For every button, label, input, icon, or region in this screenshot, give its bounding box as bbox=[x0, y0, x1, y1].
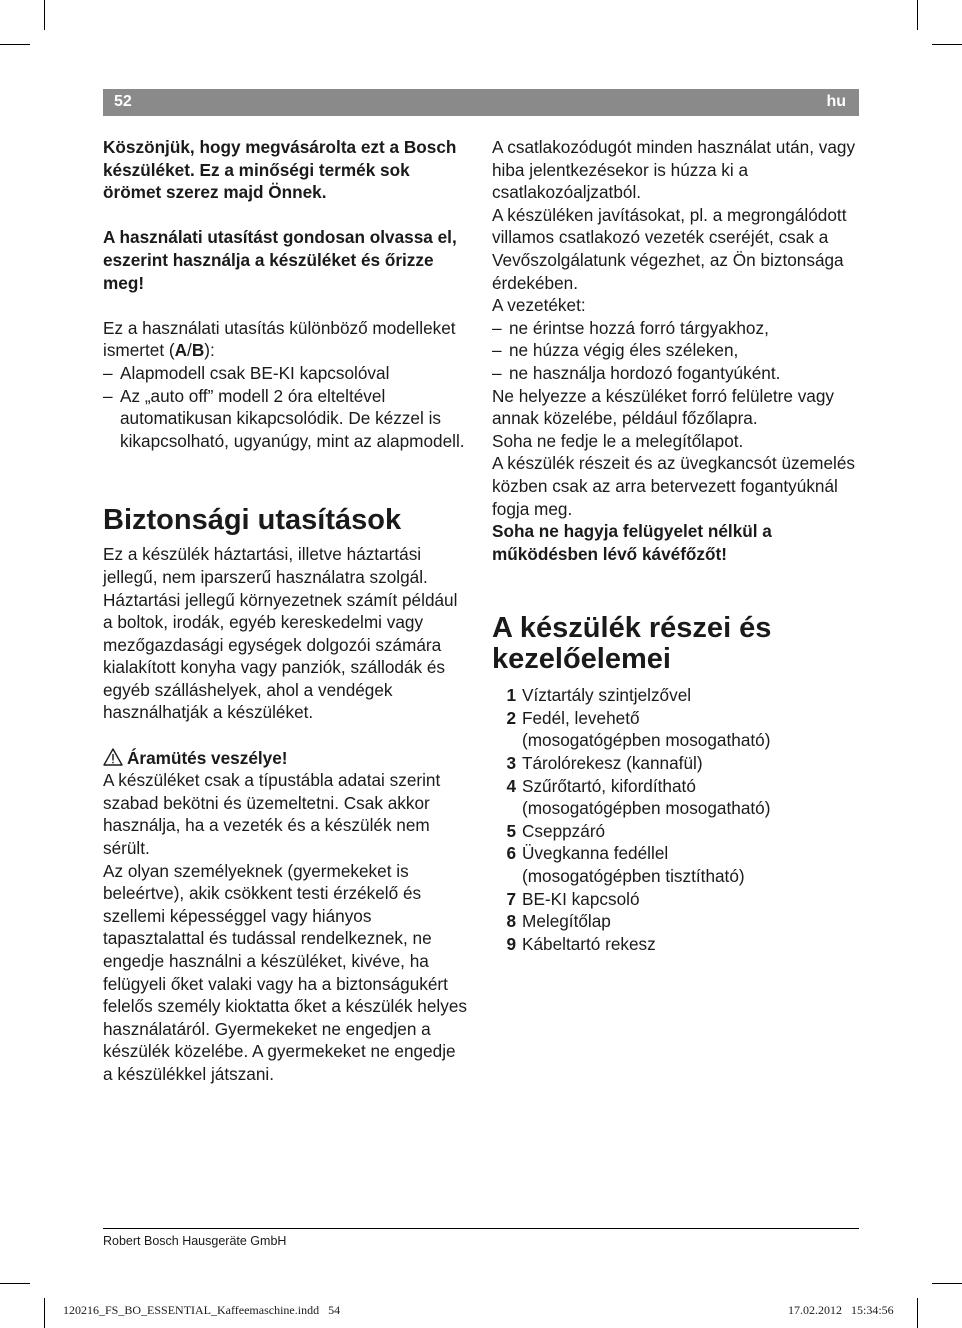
parts-heading bbox=[492, 613, 860, 675]
parts-list-item bbox=[492, 775, 860, 820]
parts-list-item bbox=[492, 752, 860, 775]
part-number: 4 bbox=[506, 775, 516, 796]
part-number: 9 bbox=[506, 933, 516, 954]
parts-list-item bbox=[492, 820, 860, 843]
safety-handles: A készülék részeit és az üvegkancsót üzemelés közben csak az arra betervezett fogantyúknál fogja meg. bbox=[492, 453, 856, 519]
safety-household: Ez a készülék háztartási, illetve háztartási jellegű, nem iparszerű használatra szolgál. Háztartási jellegű környezetnek számít például a boltok, irodák, egyéb kereskedelmi vagy mezőgazdasági egységek dolgozói számára kialakított konyha vagy panziók, szállodák és egyéb szálláshelyek, ahol a vendégek használhatják a készüléket. bbox=[103, 544, 458, 723]
crop-mark bbox=[44, 0, 45, 30]
left-column bbox=[103, 136, 468, 1086]
crop-mark bbox=[0, 1283, 30, 1284]
models-intro bbox=[103, 317, 468, 362]
warning-title: Áramütés veszélye! bbox=[127, 747, 288, 768]
crop-mark bbox=[932, 1283, 962, 1284]
part-number: 2 bbox=[506, 707, 516, 728]
cable-item: – ne húzza végig éles széleken, bbox=[492, 339, 860, 362]
safety-repair: A készüléken javításokat, pl. a megrongálódott villamos csatlakozó vezeték cseréjét, csak a Vevőszolgálatunk végezhet, az Ön biztonsága érdekében. bbox=[492, 204, 847, 293]
part-label: BE-KI kapcsoló bbox=[522, 888, 640, 909]
intro-thanks: Köszönjük, hogy megvásárolta ezt a Bosch készüléket. Ez a minőségi termék sok örömet szerez majd Önnek. bbox=[103, 137, 457, 203]
model-item: – Alapmodell csak BE-KI kapcsolóval bbox=[103, 362, 468, 385]
cable-item: – ne érintse hozzá forró tárgyakhoz, bbox=[492, 317, 860, 340]
warning-triangle-icon bbox=[103, 748, 123, 766]
warning-heading bbox=[103, 747, 468, 770]
parts-list-item bbox=[492, 684, 860, 707]
part-number: 5 bbox=[506, 820, 516, 841]
parts-list-item bbox=[492, 933, 860, 956]
parts-list-item bbox=[492, 707, 860, 752]
page-header bbox=[103, 89, 859, 116]
safety-hotplate: Soha ne fedje le a melegítőlapot. bbox=[492, 430, 744, 451]
part-number: 3 bbox=[506, 753, 516, 774]
part-number: 7 bbox=[506, 888, 516, 909]
model-b: B bbox=[191, 340, 205, 361]
part-number: 8 bbox=[506, 911, 516, 932]
model-a: A bbox=[174, 340, 188, 361]
part-label: (mosogatógépben tisztítható) bbox=[522, 866, 745, 887]
footer-rule bbox=[103, 1228, 859, 1229]
cable-intro: A vezetéket: bbox=[492, 295, 586, 316]
safety-heading: Biztonsági utasítások bbox=[103, 504, 402, 537]
print-slug-date: 17.02.2012 15:34:56 bbox=[788, 1303, 894, 1317]
part-label: Üvegkanna fedéllel bbox=[522, 843, 669, 864]
models-intro-text: Ez a használati utasítás különböző modelleket ismertet ( bbox=[103, 317, 456, 361]
right-column bbox=[492, 136, 860, 955]
part-label: Víztartály szintjelzővel bbox=[522, 685, 692, 706]
part-label: (mosogatógépben mosogatható) bbox=[522, 798, 771, 819]
parts-list-item bbox=[492, 910, 860, 933]
footer-company: Robert Bosch Hausgeräte GmbH bbox=[103, 1234, 287, 1248]
part-number: 1 bbox=[506, 685, 516, 706]
part-label: Kábeltartó rekesz bbox=[522, 933, 656, 954]
parts-heading-line: A készülék részei és bbox=[492, 612, 772, 645]
models-intro-end: ): bbox=[204, 340, 215, 361]
parts-list-item bbox=[492, 842, 860, 887]
cable-item: – ne használja hordozó fogantyúként. bbox=[492, 362, 860, 385]
part-label: (mosogatógépben mosogatható) bbox=[522, 730, 771, 751]
crop-mark bbox=[932, 44, 962, 45]
warning-text-1: A készüléket csak a típustábla adatai szerint szabad bekötni és üzemeltetni. Csak akkor használja, ha a vezeték és a készülék nem sérült. bbox=[103, 770, 441, 859]
page-number: 52 bbox=[114, 93, 132, 110]
part-label: Tárolórekesz (kannafül) bbox=[522, 753, 703, 774]
parts-heading-line: kezelőelemei bbox=[492, 643, 671, 676]
parts-list bbox=[492, 684, 860, 955]
parts-list-item bbox=[492, 888, 860, 911]
safety-unattended: Soha ne hagyja felügyelet nélkül a működésben lévő kávéfőzőt! bbox=[492, 521, 772, 564]
intro-read-manual: A használati utasítást gondosan olvassa el, eszerint használja a készüléket és őrizze meg! bbox=[103, 227, 457, 293]
part-number: 6 bbox=[506, 843, 516, 864]
model-item: – Az „auto off” modell 2 óra elteltével automatikusan kikapcsolódik. De kézzel is kikapcsolható, ugyanúgy, mint az alapmodell. bbox=[103, 385, 468, 453]
part-label: Fedél, levehető bbox=[522, 707, 640, 728]
language-code: hu bbox=[826, 93, 846, 110]
crop-mark bbox=[917, 0, 918, 30]
part-label: Melegítőlap bbox=[522, 911, 611, 932]
safety-plug: A csatlakozódugót minden használat után, vagy hiba jelentkezésekor is húzza ki a csatlakozóaljzatból. bbox=[492, 137, 856, 203]
warning-text-2: Az olyan személyeknek (gyermekeket is beleértve), akik csökkent testi érzékelő és szellemi képességgel vagy hiányos tapasztalattal és tudással rendelkeznek, ne engedje használni a készüléket, kivéve, ha felügyeli őket valaki vagy ha a biztonságukért felelős személy kioktatta őket a készülék helyes használatáról. Gyermekeket ne engedjen a készülék közelébe. A gyermekeket ne engedje a készülékkel játszani. bbox=[103, 860, 467, 1084]
crop-mark bbox=[44, 1298, 45, 1328]
crop-mark bbox=[0, 44, 30, 45]
crop-mark bbox=[917, 1298, 918, 1328]
print-slug-file: 120216_FS_BO_ESSENTIAL_Kaffeemaschine.indd 54 bbox=[63, 1303, 341, 1317]
part-label: Cseppzáró bbox=[522, 820, 606, 841]
model-separator: / bbox=[187, 340, 192, 361]
safety-hot-surface: Ne helyezze a készüléket forró felületre vagy annak közelébe, például főzőlapra. bbox=[492, 385, 835, 429]
part-label: Szűrőtartó, kifordítható bbox=[522, 775, 696, 796]
